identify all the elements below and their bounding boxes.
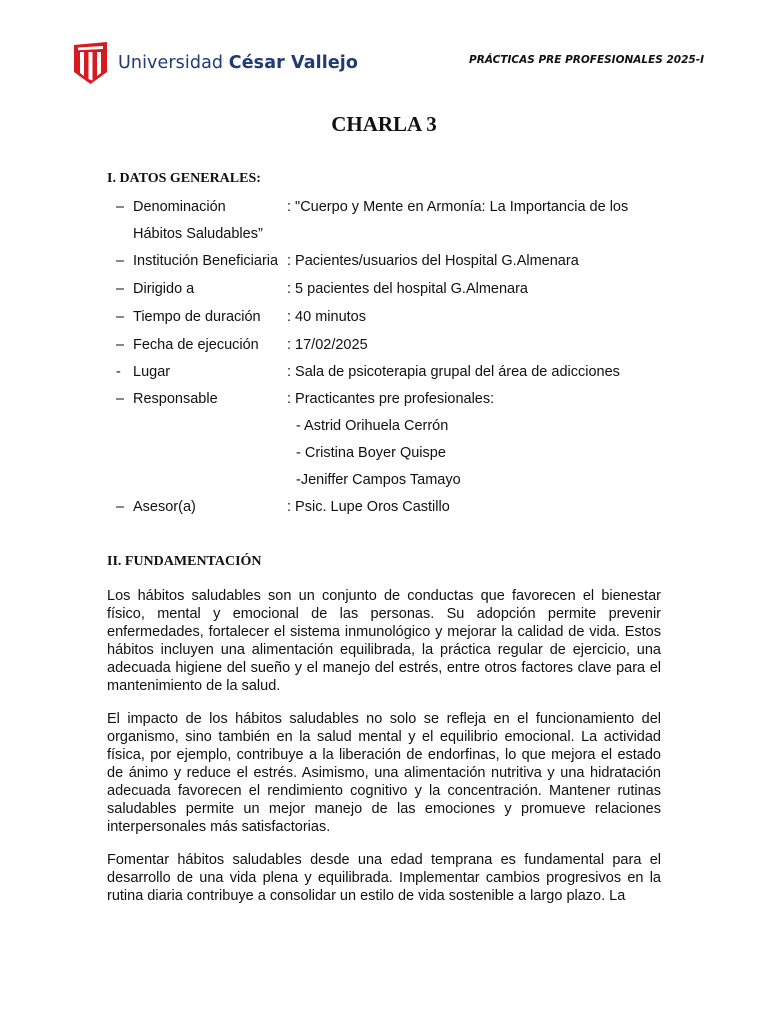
row-label: Responsable (133, 391, 218, 407)
row-dash: – (116, 391, 125, 407)
header-practicas: PRÁCTICAS PRE PROFESIONALES 2025-I (469, 54, 704, 66)
ucv-shield-icon (74, 42, 107, 84)
row-label: Tiempo de duración (133, 309, 261, 325)
row-dash: – (116, 199, 125, 215)
paragraph: El impacto de los hábitos saludables no solo se refleja en el funcionamiento del organismo, sino también en la salud mental y el equilibrio emocional. La actividad física, por ejemplo, contribuye a la liberación de endorfinas, lo que mejora el estado de ánimo y reduce el estrés. Asimismo, una alimentación nutritiva y una hidratación adecuada favorecen el rendimiento cognitivo y la concentración. Mantener rutinas saludables permite un mejor manejo de las emociones y promueve relaciones interpersonales más satisfactorias. (107, 711, 661, 835)
page-title: CHARLA 3 (331, 112, 437, 136)
row-dash: – (116, 337, 125, 353)
university-logo (74, 42, 358, 84)
responsable-item: - Astrid Orihuela Cerrón (296, 418, 449, 434)
row-label: Institución Beneficiaria (133, 253, 279, 269)
row-value: : Practicantes pre profesionales: (287, 391, 495, 407)
row-value: : 5 pacientes del hospital G.Almenara (287, 281, 528, 297)
row-denominacion-continuation: Hábitos Saludables” (133, 226, 263, 242)
row-value: : Psic. Lupe Oros Castillo (287, 499, 450, 515)
row-dash: – (116, 281, 125, 297)
row-label: Fecha de ejecución (133, 337, 259, 353)
responsable-item: -Jeniffer Campos Tamayo (296, 472, 461, 488)
row-dash: - (116, 364, 121, 380)
section-datos-generales-heading: I. DATOS GENERALES: (107, 171, 261, 186)
university-name (118, 53, 358, 73)
row-label: Asesor(a) (133, 499, 196, 515)
university-name-light: Universidad (118, 53, 229, 73)
row-value: : Sala de psicoterapia grupal del área de adicciones (287, 364, 620, 380)
university-name-bold: César Vallejo (228, 53, 359, 73)
section-fundamentacion-heading: II. FUNDAMENTACIÓN (107, 554, 262, 569)
row-value: : 17/02/2025 (287, 337, 368, 353)
row-dash: – (116, 309, 125, 325)
row-value: : 40 minutos (287, 309, 366, 325)
row-dash: – (116, 499, 125, 515)
paragraph: Los hábitos saludables son un conjunto de conductas que favorecen el bienestar físico, mental y emocional de las personas. Su adopción permite prevenir enfermedades, fortalecer el sistema inmunológico y mejorar la calidad de vida. Estos hábitos incluyen una alimentación equilibrada, la práctica regular de ejercicio, una adecuada higiene del sueño y el manejo del estrés, entre otros factores clave para el mantenimiento de la salud. (107, 588, 661, 694)
row-label: Lugar (133, 364, 171, 380)
row-value: : Pacientes/usuarios del Hospital G.Almenara (287, 253, 579, 269)
row-value: : "Cuerpo y Mente en Armonía: La Importancia de los (287, 199, 629, 215)
row-label: Dirigido a (133, 281, 195, 297)
row-label: Denominación (133, 199, 226, 215)
row-dash: – (116, 253, 125, 269)
paragraph: Fomentar hábitos saludables desde una edad temprana es fundamental para el desarrollo de una vida plena y equilibrada. Implementar cambios progresivos en la rutina diaria contribuye a consolidar un estilo de vida sostenible a largo plazo. La (107, 852, 661, 904)
responsable-item: - Cristina Boyer Quispe (296, 445, 446, 461)
